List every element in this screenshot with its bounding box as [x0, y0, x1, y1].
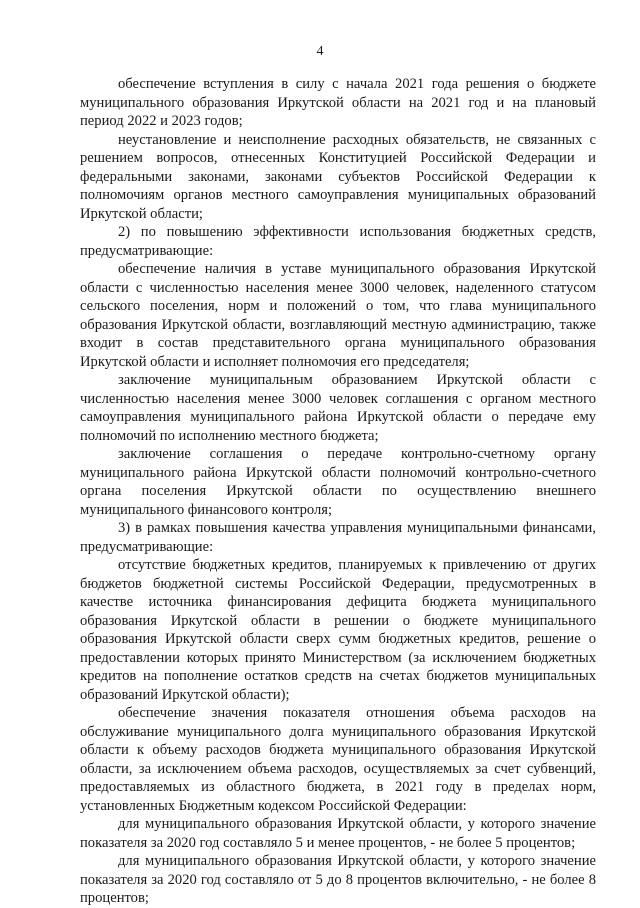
paragraph-budget-execution-agreement: заключение муниципальным образованием Иркутской области с численностью населения менее 3000 человек соглашения с органом местного самоуправления муниципального района Иркутской области о передаче ему полномочий по исполнению местного бюджета;	[80, 372, 596, 444]
paragraph-budget-credits: отсутствие бюджетных кредитов, планируемых к привлечению от других бюджетов бюджетной системы Российской Федерации, предусмотренных в качестве источника финансирования дефицита бюджета муниципального образования Иркутской области в решении о бюджете муниципального образования Иркутской области сверх сумм бюджетных кредитов, решение о предоставлении которых принято Министерством (за исключением бюджетных кредитов на пополнение остатков средств на счетах бюджетов муниципальных образований Иркутской области);	[80, 557, 596, 703]
paragraph-section-2-heading: 2) по повышению эффективности использования бюджетных средств, предусматривающие:	[80, 224, 596, 259]
paragraph-section-3-heading: 3) в рамках повышения качества управления муниципальными финансами, предусматривающие:	[80, 520, 596, 555]
paragraph-charter-provisions: обеспечение наличия в уставе муниципального образования Иркутской области с численностью населения менее 3000 человек, наделенного статусом сельского поселения, норм и положений о том, что глава муниципального образования Иркутской области, возглавляющий местную администрацию, также входит в состав представительного органа муниципального образования Иркутской области и исполняет полномочия его председателя;	[80, 261, 596, 370]
paragraph-budget-decision: обеспечение вступления в силу с начала 2021 года решения о бюджете муниципального образования Иркутской области на 2021 год и на плановый период 2022 и 2023 годов;	[80, 76, 596, 129]
paragraph-audit-agreement: заключение соглашения о передаче контрольно-счетному органу муниципального района Иркутской области полномочий контрольно-счетного органа поселения Иркутской области по осуществлению внешнего муниципального финансового контроля;	[80, 446, 596, 518]
paragraph-expenditure-obligations: неустановление и неисполнение расходных обязательств, не связанных с решением вопросов, отнесенных Конституцией Российской Федерации и федеральными законами, законами субъектов Российской Федерации к полномочиям органов местного самоуправления муниципальных образований Иркутской области;	[80, 131, 596, 222]
document-body	[80, 75, 596, 908]
page-number: 4	[316, 44, 324, 59]
paragraph-debt-service-ratio: обеспечение значения показателя отношения объема расходов на обслуживание муниципального долга муниципального образования Иркутской области к объему расходов бюджета муниципального образования Иркутской области, за исключением объема расходов, осуществляемых за счет субвенций, предоставляемых из областного бюджета, в 2021 году в пределах норм, установленных Бюджетным кодексом Российской Федерации:	[80, 705, 596, 814]
paragraph-limit-8-percent: для муниципального образования Иркутской области, у которого значение показателя за 2020 год составляло от 5 до 8 процентов включительно, - не более 8 процентов;	[80, 853, 596, 906]
paragraph-limit-5-percent: для муниципального образования Иркутской области, у которого значение показателя за 2020 год составляло 5 и менее процентов, - не более 5 процентов;	[80, 816, 596, 851]
